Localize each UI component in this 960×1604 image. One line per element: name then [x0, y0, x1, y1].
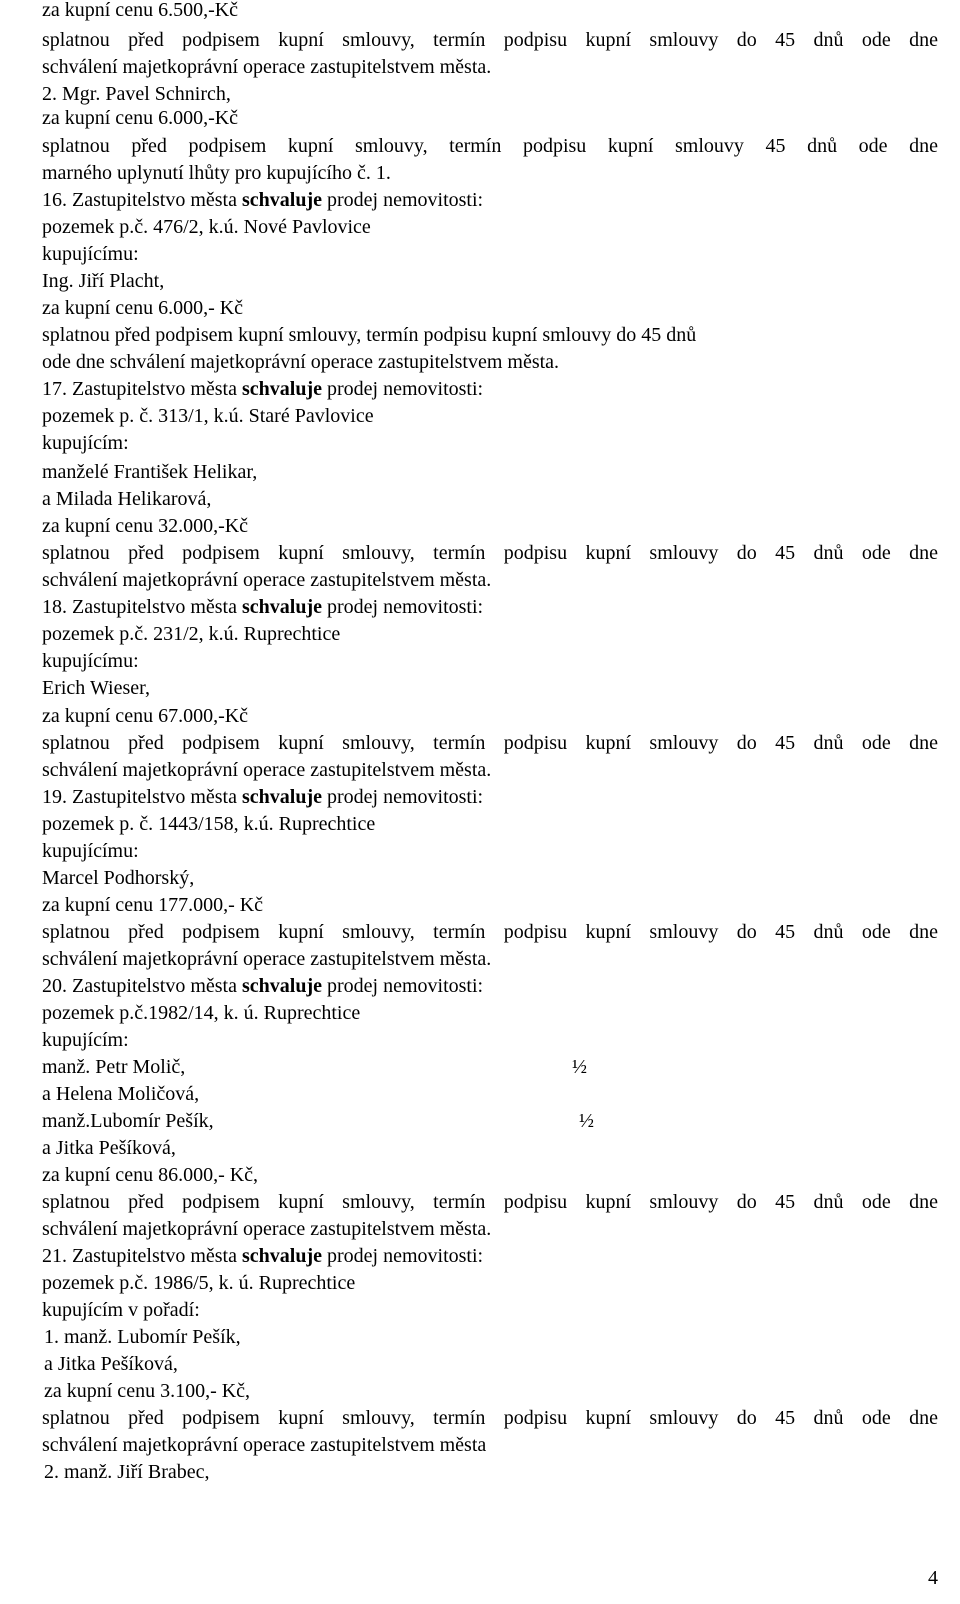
- keyword-schvaluje: schvaluje: [241, 1245, 322, 1267]
- buyer-name: 1. manž. Lubomír Pešík,: [44, 1326, 241, 1348]
- keyword-schvaluje: schvaluje: [241, 189, 322, 211]
- price-line: za kupní cenu 177.000,- Kč: [42, 894, 264, 916]
- parcel-line: pozemek p.č. 476/2, k.ú. Nové Pavlovice: [42, 216, 371, 238]
- price-line: za kupní cenu 6.000,- Kč: [42, 297, 244, 319]
- buyer-name: 2. manž. Jiří Brabec,: [44, 1461, 210, 1483]
- resolution-heading-16: 16. Zastupitelstvo města schvaluje prodej nemovitosti:: [42, 189, 484, 211]
- parcel-line: pozemek p. č. 1443/158, k.ú. Ruprechtice: [42, 813, 376, 835]
- approval-line: schválení majetkoprávní operace zastupitelstvem města.: [42, 759, 492, 781]
- buyer-name: manž.Lubomír Pešík,: [42, 1110, 214, 1132]
- payment-terms-line: splatnou před podpisem kupní smlouvy, termín podpisu kupní smlouvy 45 dnů ode dne: [42, 135, 938, 157]
- price-line: za kupní cenu 6.000,-Kč: [42, 107, 239, 129]
- keyword-schvaluje: schvaluje: [241, 975, 322, 997]
- item-number: 20.: [42, 975, 67, 997]
- buyer-name: Ing. Jiří Placht,: [42, 270, 165, 292]
- resolution-heading-18: 18. Zastupitelstvo města schvaluje prodej nemovitosti:: [42, 596, 484, 618]
- buyer-name: Marcel Podhorský,: [42, 867, 195, 889]
- buyer-label: kupujícímu:: [42, 243, 139, 265]
- item-number: 18.: [42, 596, 67, 618]
- payment-terms-line: splatnou před podpisem kupní smlouvy, termín podpisu kupní smlouvy do 45 dnů ode dne: [42, 1191, 938, 1213]
- keyword-schvaluje: schvaluje: [241, 378, 322, 400]
- buyer-name: a Jitka Pešíková,: [44, 1353, 178, 1375]
- buyer-name: 2. Mgr. Pavel Schnirch,: [42, 83, 231, 105]
- buyer-label: kupujícímu:: [42, 650, 139, 672]
- buyer-name: a Helena Moličová,: [42, 1083, 200, 1105]
- approval-line: ode dne schválení majetkoprávní operace zastupitelstvem města.: [42, 351, 560, 373]
- buyer-name: Erich Wieser,: [42, 677, 150, 699]
- price-line: za kupní cenu 67.000,-Kč: [42, 705, 249, 727]
- approval-line: schválení majetkoprávní operace zastupitelstvem města.: [42, 56, 492, 78]
- resolution-heading-20: 20. Zastupitelstvo města schvaluje prodej nemovitosti:: [42, 975, 484, 997]
- payment-terms-line: splatnou před podpisem kupní smlouvy, termín podpisu kupní smlouvy do 45 dnů ode dne: [42, 29, 938, 51]
- lapse-line: marného uplynutí lhůty pro kupujícího č. 1.: [42, 162, 391, 184]
- parcel-line: pozemek p. č. 313/1, k.ú. Staré Pavlovice: [42, 405, 374, 427]
- price-line: za kupní cenu 3.100,- Kč,: [44, 1380, 251, 1402]
- keyword-schvaluje: schvaluje: [241, 596, 322, 618]
- ownership-share: ½: [579, 1110, 594, 1132]
- ownership-share: ½: [572, 1056, 587, 1078]
- parcel-line: pozemek p.č.1982/14, k. ú. Ruprechtice: [42, 1002, 361, 1024]
- page-number: 4: [928, 1567, 938, 1589]
- resolution-heading-17: 17. Zastupitelstvo města schvaluje prodej nemovitosti:: [42, 378, 484, 400]
- parcel-line: pozemek p.č. 1986/5, k. ú. Ruprechtice: [42, 1272, 356, 1294]
- approval-line: schválení majetkoprávní operace zastupitelstvem města.: [42, 1218, 492, 1240]
- payment-terms-line: splatnou před podpisem kupní smlouvy, termín podpisu kupní smlouvy do 45 dnů ode dne: [42, 921, 938, 943]
- keyword-schvaluje: schvaluje: [241, 786, 322, 808]
- price-line: za kupní cenu 6.500,-Kč: [42, 0, 239, 21]
- approval-line: schválení majetkoprávní operace zastupitelstvem města: [42, 1434, 487, 1456]
- payment-terms-line: splatnou před podpisem kupní smlouvy, termín podpisu kupní smlouvy do 45 dnů ode dne: [42, 542, 938, 564]
- item-number: 19.: [42, 786, 67, 808]
- resolution-heading-19: 19. Zastupitelstvo města schvaluje prodej nemovitosti:: [42, 786, 484, 808]
- buyer-name: a Milada Helikarová,: [42, 488, 212, 510]
- buyer-label: kupujícím v pořadí:: [42, 1299, 200, 1321]
- price-line: za kupní cenu 86.000,- Kč,: [42, 1164, 259, 1186]
- buyer-name: a Jitka Pešíková,: [42, 1137, 176, 1159]
- buyer-name: manželé František Helikar,: [42, 461, 258, 483]
- payment-terms-line: splatnou před podpisem kupní smlouvy, termín podpisu kupní smlouvy do 45 dnů ode dne: [42, 1407, 938, 1429]
- item-number: 21.: [42, 1245, 67, 1267]
- approval-line: schválení majetkoprávní operace zastupitelstvem města.: [42, 569, 492, 591]
- buyer-name: manž. Petr Molič,: [42, 1056, 186, 1078]
- parcel-line: pozemek p.č. 231/2, k.ú. Ruprechtice: [42, 623, 341, 645]
- item-number: 17.: [42, 378, 67, 400]
- item-number: 16.: [42, 189, 67, 211]
- buyer-label: kupujícím:: [42, 432, 129, 454]
- buyer-label: kupujícímu:: [42, 840, 139, 862]
- approval-line: schválení majetkoprávní operace zastupitelstvem města.: [42, 948, 492, 970]
- price-line: za kupní cenu 32.000,-Kč: [42, 515, 249, 537]
- payment-terms-line: splatnou před podpisem kupní smlouvy, termín podpisu kupní smlouvy do 45 dnů: [42, 324, 697, 346]
- resolution-heading-21: 21. Zastupitelstvo města schvaluje prodej nemovitosti:: [42, 1245, 484, 1267]
- payment-terms-line: splatnou před podpisem kupní smlouvy, termín podpisu kupní smlouvy do 45 dnů ode dne: [42, 732, 938, 754]
- buyer-label: kupujícím:: [42, 1029, 129, 1051]
